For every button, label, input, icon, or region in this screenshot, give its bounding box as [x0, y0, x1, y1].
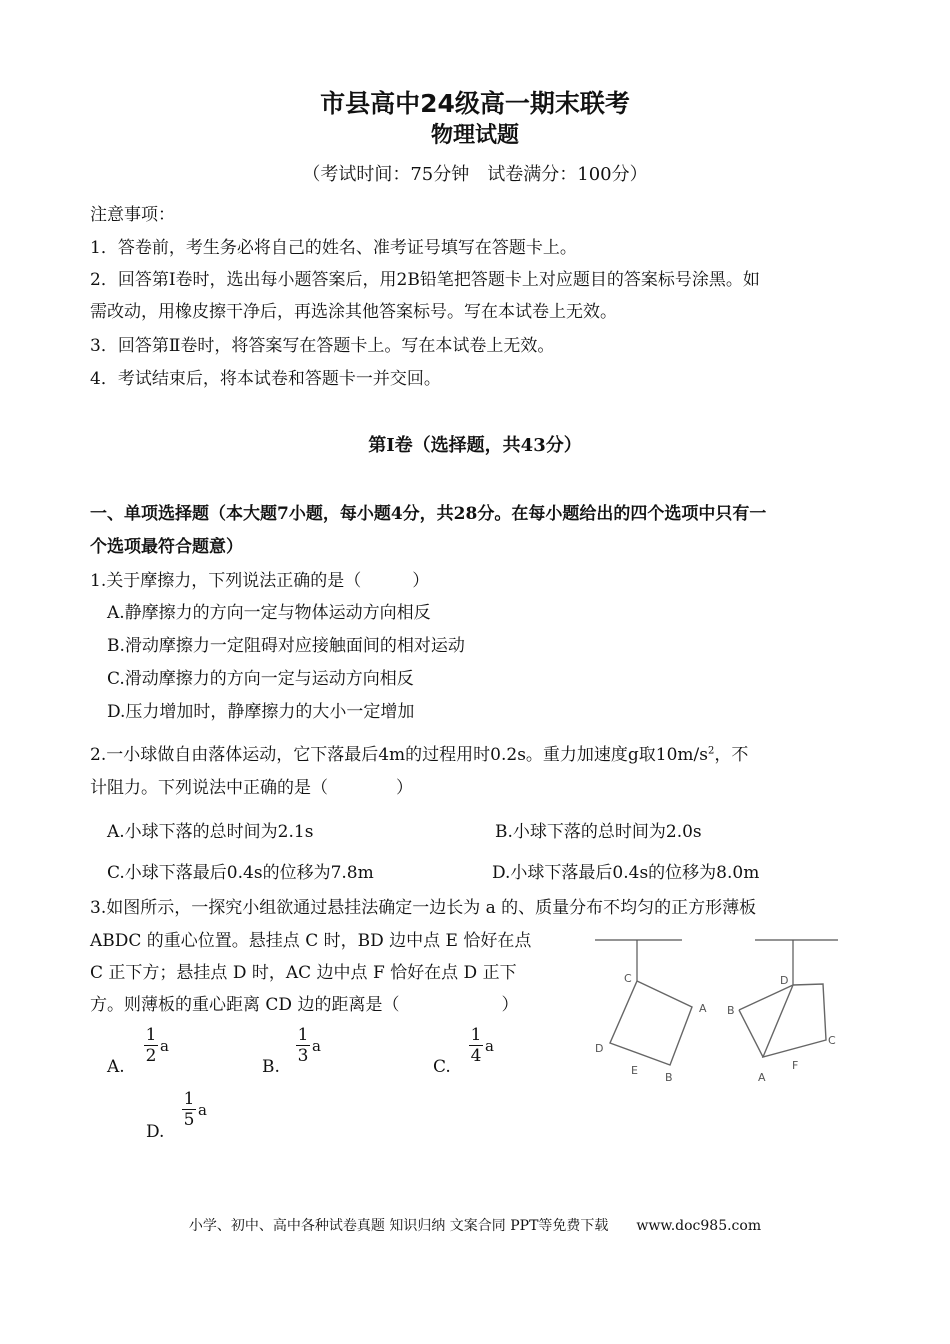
q1-option-d: D.压力增加时，静摩擦力的大小一定增加 — [107, 702, 415, 722]
q2-option-d: D.小球下落最后0.4s的位移为8.0m — [492, 863, 760, 883]
right-label-a: A — [758, 1071, 766, 1084]
q2-stem — [90, 740, 748, 765]
q2-option-b: B.小球下落的总时间为2.0s — [495, 822, 702, 842]
q2-option-c: C.小球下落最后0.4s的位移为7.8m — [107, 863, 374, 883]
q1-option-a: A.静摩擦力的方向一定与物体运动方向相反 — [107, 603, 431, 623]
fraction-denominator: 2 — [145, 1046, 157, 1066]
note-item-1: 1．答卷前，考生务必将自己的姓名、准考证号填写在答题卡上。 — [90, 238, 577, 258]
note-item-4: 4．考试结束后，将本试卷和答题卡一并交回。 — [90, 369, 441, 389]
part-1-title-cont: 个选项最符合题意） — [90, 537, 243, 557]
note-item-2: 2．回答第Ⅰ卷时，选出每小题答案后，用2B铅笔把答题卡上对应题目的答案标号涂黑。如 — [90, 270, 760, 290]
q3-option-a-unit: a — [160, 1037, 169, 1055]
q3-option-c-unit: a — [485, 1037, 494, 1055]
q3-option-b-label: B. — [262, 1057, 280, 1077]
right-label-d: D — [780, 974, 789, 987]
exam-subtitle: 物理试题 — [430, 123, 519, 148]
fraction-numerator: 1 — [297, 1025, 309, 1045]
q3-option-b-fraction — [296, 1026, 310, 1065]
q2-stem-text: 2.一小球做自由落体运动，它下落最后4m的过程用时0.2s。重力加速度g取10m/s — [90, 745, 709, 765]
section-1-title: 第Ⅰ卷（选择题，共43分） — [368, 435, 582, 456]
q3-option-d-unit: a — [198, 1101, 207, 1119]
exam-title: 市县高中24级高一期末联考 — [320, 89, 630, 118]
q3-option-c-fraction — [469, 1026, 483, 1065]
q3-option-a-fraction — [144, 1026, 158, 1065]
q3-stem-line2: ABDC 的重心位置。悬挂点 C 时，BD 边中点 E 恰好在点 — [90, 931, 532, 951]
fraction-denominator: 3 — [297, 1046, 309, 1066]
right-label-b: B — [727, 1004, 735, 1017]
q1-option-b: B.滑动摩擦力一定阻碍对应接触面间的相对运动 — [107, 636, 465, 656]
fraction-numerator: 1 — [183, 1089, 195, 1109]
q1-option-c: C.滑动摩擦力的方向一定与运动方向相反 — [107, 669, 414, 689]
left-label-d: D — [595, 1042, 604, 1055]
q2-option-a: A.小球下落的总时间为2.1s — [107, 822, 314, 842]
q2-stem-cont: 计阻力。下列说法中正确的是（ ） — [90, 778, 413, 798]
left-label-e: E — [631, 1064, 638, 1077]
fraction-denominator: 4 — [470, 1046, 482, 1066]
part-1-title: 一、单项选择题（本大题7小题，每小题4分，共28分。在每小题给出的四个选项中只有一 — [90, 504, 767, 524]
q3-option-d-label: D. — [146, 1122, 165, 1142]
q3-option-d-fraction — [182, 1090, 196, 1129]
q1-stem: 1.关于摩擦力，下列说法正确的是（ ） — [90, 571, 430, 591]
left-label-a: A — [699, 1002, 707, 1015]
fraction-denominator: 5 — [183, 1110, 195, 1130]
page-footer: 小学、初中、高中各种试卷真题 知识归纳 文案合同 PPT等免费下载 www.doc985.com — [188, 1218, 762, 1234]
left-label-b: B — [665, 1071, 673, 1084]
exam-info: （考试时间：75分钟 试卷满分：100分） — [302, 164, 648, 185]
right-label-c: C — [828, 1034, 836, 1047]
q3-option-c-label: C. — [433, 1057, 451, 1077]
fraction-numerator: 1 — [145, 1025, 157, 1045]
note-item-3: 3．回答第Ⅱ卷时，将答案写在答题卡上。写在本试卷上无效。 — [90, 336, 555, 356]
q2-stem-exponent: 2 — [708, 745, 715, 757]
q3-option-b-unit: a — [312, 1037, 321, 1055]
left-label-c: C — [624, 972, 632, 985]
q3-stem-line3: C 正下方；悬挂点 D 时，AC 边中点 F 恰好在点 D 正下 — [90, 963, 517, 983]
notes-heading: 注意事项： — [90, 205, 175, 225]
q3-stem-line4: 方。则薄板的重心距离 CD 边的距离是（ ） — [90, 995, 519, 1015]
q2-stem-tail: ，不 — [714, 745, 749, 765]
q3-stem: 3.如图所示，一探究小组欲通过悬挂法确定一边长为 a 的、质量分布不均匀的正方形薄板 — [90, 898, 757, 918]
q3-figure — [590, 928, 850, 1088]
q3-option-a-label: A. — [107, 1057, 125, 1077]
note-item-2-cont: 需改动，用橡皮擦干净后，再选涂其他答案标号。写在本试卷上无效。 — [90, 302, 617, 322]
fraction-numerator: 1 — [470, 1025, 482, 1045]
right-label-f: F — [792, 1059, 799, 1072]
